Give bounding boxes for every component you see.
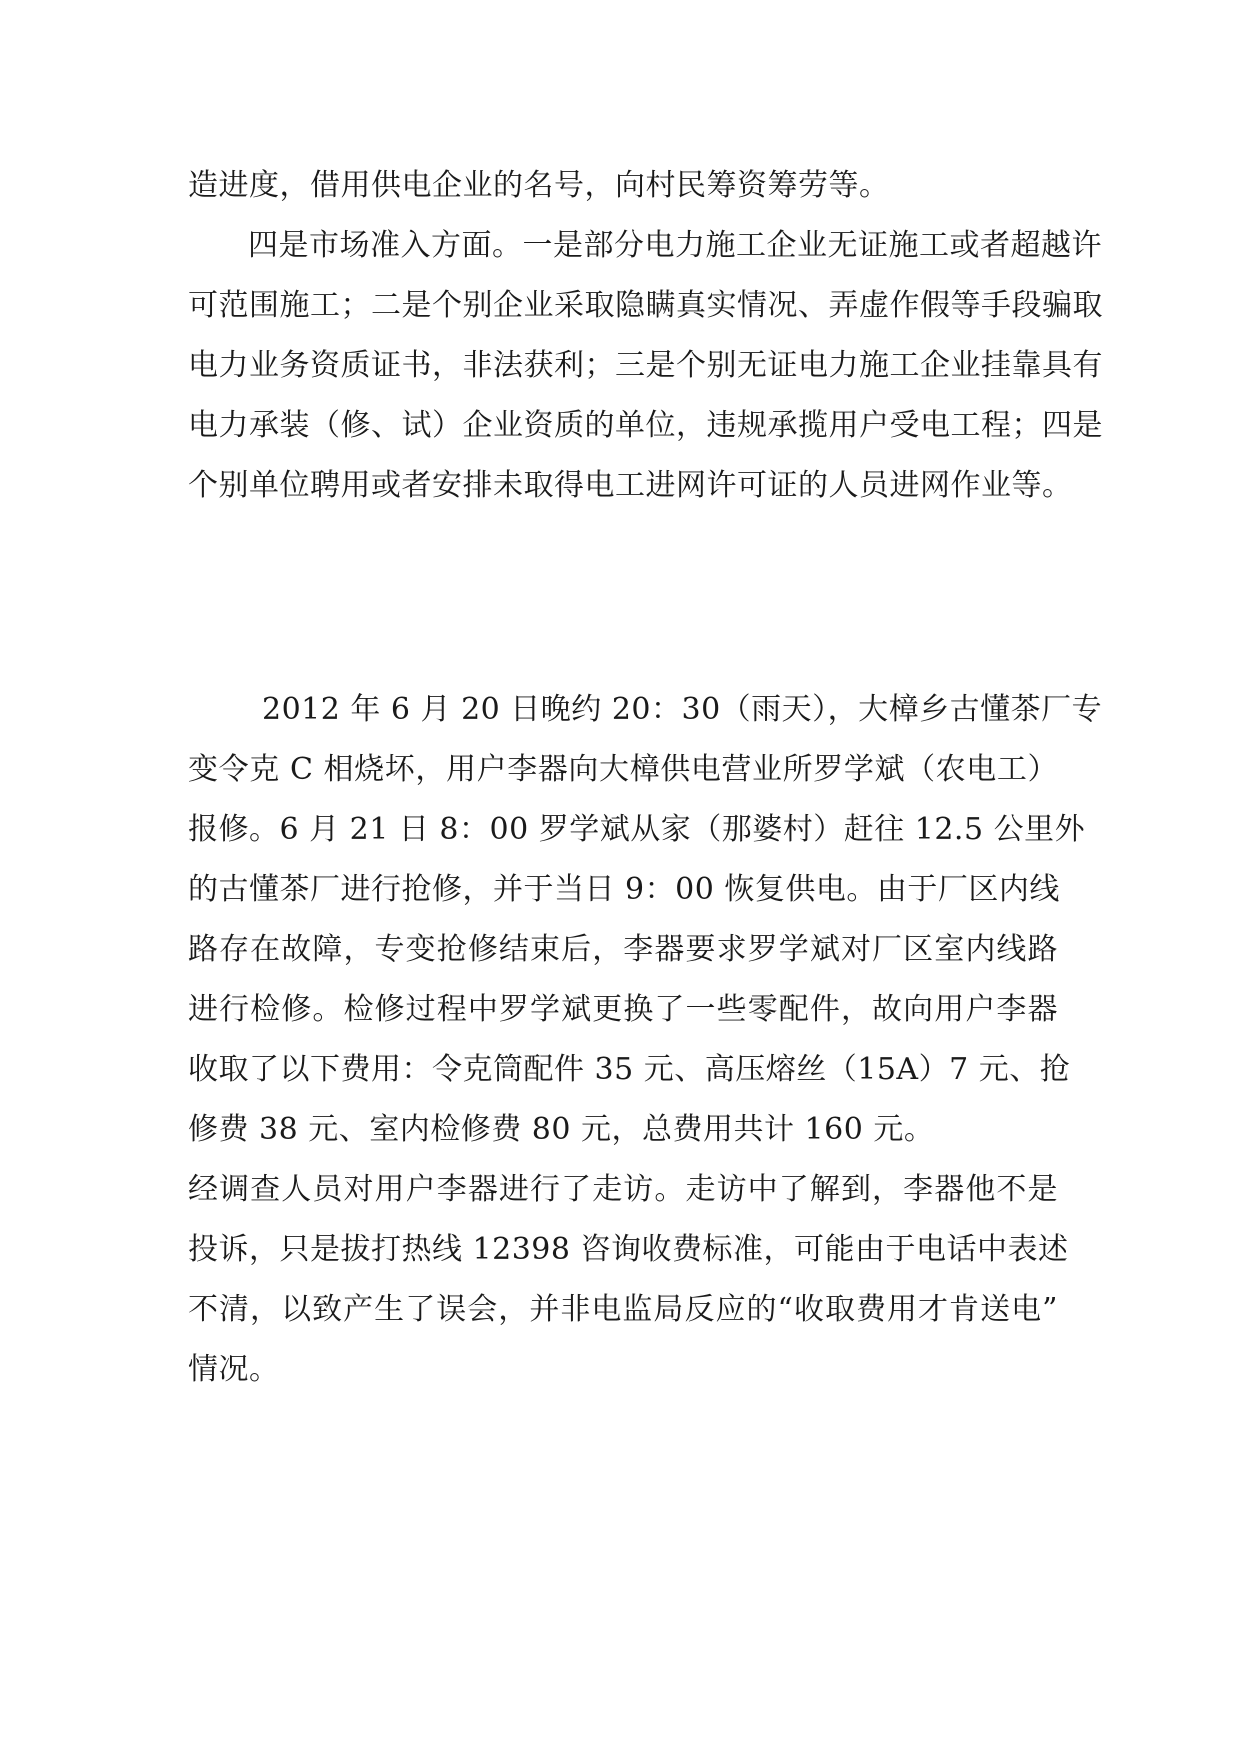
text-line: 报修。6 月 21 日 8：00 罗学斌从家（那婆村）赶往 12.5 公里外 [188, 812, 1086, 847]
text-line: 个别单位聘用或者安排未取得电工进网许可证的人员进网作业等。 [188, 468, 1073, 503]
text-line: 可范围施工；二是个别企业采取隐瞒真实情况、弄虚作假等手段骗取 [188, 288, 1103, 323]
text-line: 经调查人员对用户李器进行了走访。走访中了解到，李器他不是 [188, 1172, 1058, 1207]
text-line: 电力承装（修、试）企业资质的单位，违规承揽用户受电工程；四是 [188, 408, 1103, 443]
text-line: 电力业务资质证书，非法获利；三是个别无证电力施工企业挂靠具有 [188, 348, 1103, 383]
text-line: 情况。 [188, 1352, 280, 1387]
text-line: 不清，以致产生了误会，并非电监局反应的“收取费用才肯送电” [188, 1292, 1058, 1327]
text-line: 投诉，只是拔打热线 12398 咨询收费标准，可能由于电话中表述 [188, 1232, 1069, 1267]
text-line: 修费 38 元、室内检修费 80 元，总费用共计 160 元。 [188, 1112, 935, 1147]
text-line: 2012 年 6 月 20 日晚约 20：30（雨天），大樟乡古懂茶厂专 [262, 692, 1103, 727]
text-line: 路存在故障，专变抢修结束后，李器要求罗学斌对厂区室内线路 [188, 932, 1058, 967]
text-line: 的古懂茶厂进行抢修，并于当日 9：00 恢复供电。由于厂区内线 [188, 872, 1060, 907]
text-line: 造进度，借用供电企业的名号，向村民筹资筹劳等。 [188, 168, 890, 203]
text-line: 变令克 C 相烧坏，用户李器向大樟供电营业所罗学斌（农电工） [188, 752, 1058, 787]
text-line: 四是市场准入方面。一是部分电力施工企业无证施工或者超越许 [248, 228, 1102, 263]
text-line: 进行检修。检修过程中罗学斌更换了一些零配件，故向用户李器 [188, 992, 1058, 1027]
text-line: 收取了以下费用：令克筒配件 35 元、高压熔丝（15A）7 元、抢 [188, 1052, 1071, 1087]
